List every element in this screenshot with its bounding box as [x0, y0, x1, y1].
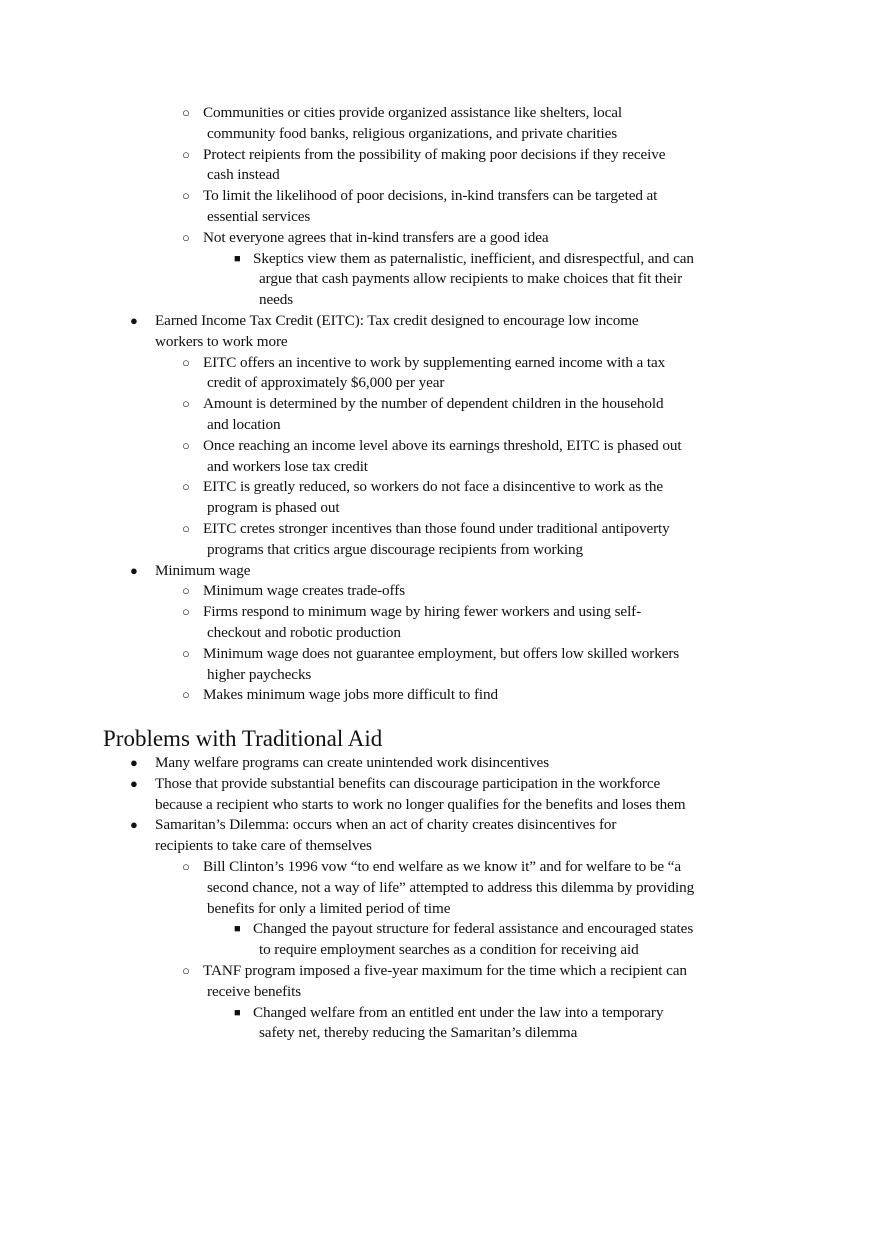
bullet-circle-icon: ○: [182, 479, 190, 495]
list-item-line: benefits for only a limited period of time: [207, 899, 451, 917]
list-item-line: program is phased out: [207, 499, 340, 517]
bullet-disc-icon: ●: [130, 775, 138, 791]
list-item-line: Skeptics view them as paternalistic, inefficient, and disrespectful, and can: [253, 249, 694, 267]
list-item-line: Amount is determined by the number of dependent children in the household: [203, 395, 664, 413]
bullet-circle-icon: ○: [182, 687, 190, 703]
list-item-line: Once reaching an income level above its earnings threshold, EITC is phased out: [203, 436, 682, 454]
list-item-line: Bill Clinton’s 1996 vow “to end welfare as we know it” and for welfare to be “a: [203, 858, 681, 875]
list-item-line: second chance, not a way of life” attempted to address this dilemma by providing: [207, 878, 695, 896]
list-item-line: Firms respond to minimum wage by hiring fewer workers and using self-: [203, 603, 642, 621]
list-item-line: needs: [259, 291, 294, 309]
list-item-line: argue that cash payments allow recipients to make choices that fit their: [259, 270, 683, 288]
list-item-line: Communities or cities provide organized assistance like shelters, local: [203, 104, 623, 121]
bullet-circle-icon: ○: [182, 396, 190, 412]
bullet-circle-icon: ○: [182, 229, 190, 245]
list-item-line: safety net, thereby reducing the Samaritan’s dilemma: [259, 1024, 578, 1042]
bullet-circle-icon: ○: [182, 963, 190, 978]
bullet-square-icon: ■: [234, 1006, 241, 1019]
bullet-circle-icon: ○: [182, 583, 190, 599]
list-item-line: workers to work more: [155, 332, 288, 350]
list-item-line: checkout and robotic production: [207, 624, 401, 641]
bullet-circle-icon: ○: [182, 521, 190, 536]
list-item-line: Those that provide substantial benefits can discourage participation in the workforce: [155, 774, 661, 792]
bullet-circle-icon: ○: [182, 188, 190, 204]
list-item-line: and location: [207, 416, 281, 433]
bullet-circle-icon: ○: [182, 859, 190, 874]
list-item-line: Changed welfare from an entitled ent under the law into a temporary: [253, 1003, 664, 1021]
list-item-line: Samaritan’s Dilemma: occurs when an act of charity creates disincentives for: [155, 816, 617, 834]
list-item-line: programs that critics argue discourage recipients from working: [207, 540, 584, 558]
list-item-line: to require employment searches as a condition for receiving aid: [259, 941, 639, 959]
bullet-circle-icon: ○: [182, 645, 190, 661]
list-item-line: community food banks, religious organizations, and private charities: [207, 124, 618, 142]
list-item-line: Minimum wage does not guarantee employment, but offers low skilled workers: [203, 644, 680, 662]
bullet-circle-icon: ○: [182, 437, 190, 453]
bullet-circle-icon: ○: [182, 354, 190, 370]
list-item-line: and workers lose tax credit: [207, 457, 368, 475]
list-item-line: Changed the payout structure for federal assistance and encouraged states: [253, 920, 694, 938]
list-item-line: cash instead: [207, 166, 280, 184]
list-item-line: Earned Income Tax Credit (EITC): Tax credit designed to encourage low income: [155, 312, 639, 329]
list-item-line: essential services: [207, 208, 311, 225]
bullet-disc-icon: ●: [130, 755, 138, 770]
bullet-disc-icon: ●: [130, 562, 138, 578]
list-item-line: credit of approximately $6,000 per year: [207, 374, 445, 392]
section-heading: Problems with Traditional Aid: [103, 726, 383, 751]
bullet-circle-icon: ○: [182, 604, 190, 620]
list-item-line: To limit the likelihood of poor decisions, in-kind transfers can be targeted at: [203, 187, 658, 205]
bullet-circle-icon: ○: [182, 105, 190, 120]
bullet-square-icon: ■: [234, 923, 241, 936]
list-item-line: receive benefits: [207, 982, 302, 1000]
list-item-line: EITC cretes stronger incentives than those found under traditional antipoverty: [203, 520, 670, 537]
list-item-line: Minimum wage: [155, 561, 251, 579]
list-item-line: TANF program imposed a five-year maximum for the time which a recipient can: [203, 962, 687, 979]
list-item-line: Many welfare programs can create unintended work disincentives: [155, 754, 550, 771]
list-item-line: Protect reipients from the possibility of making poor decisions if they receive: [203, 145, 666, 163]
bullet-square-icon: ■: [234, 252, 241, 265]
list-item-line: EITC offers an incentive to work by supplementing earned income with a tax: [203, 353, 666, 371]
list-item-line: because a recipient who starts to work no longer qualifies for the benefits and loses them: [155, 795, 686, 813]
list-item-line: Makes minimum wage jobs more difficult to find: [203, 686, 499, 704]
bullet-disc-icon: ●: [130, 817, 138, 833]
list-item-line: recipients to take care of themselves: [155, 837, 372, 855]
list-item-line: EITC is greatly reduced, so workers do not face a disincentive to work as the: [203, 478, 664, 496]
list-item-line: Not everyone agrees that in-kind transfers are a good idea: [203, 228, 549, 246]
list-item-line: Minimum wage creates trade-offs: [203, 582, 405, 600]
bullet-disc-icon: ●: [130, 313, 138, 328]
list-item-line: higher paychecks: [207, 665, 312, 683]
bullet-circle-icon: ○: [182, 146, 190, 162]
